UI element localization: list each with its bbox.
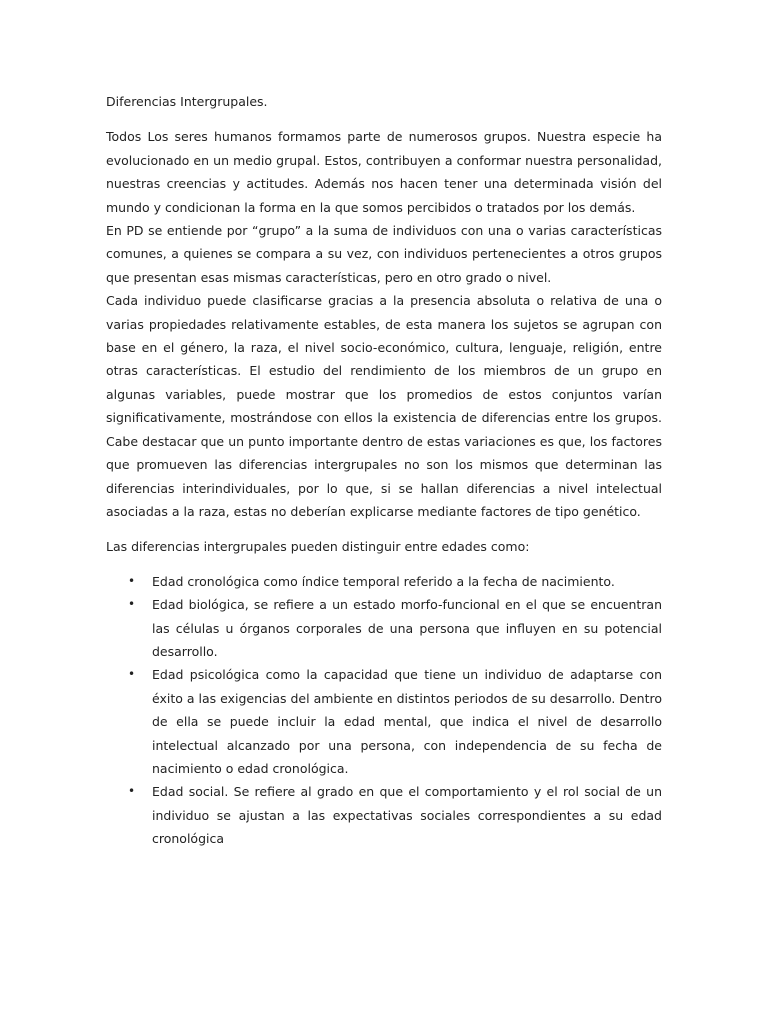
list-item-text: Edad psicológica como la capacidad que tiene un individuo de adaptarse con éxito a las exigencias del ambiente en distintos periodos de su desarrollo. Dentro de ella se puede incluir la edad mental, que indica el nivel de desarrollo intelectual alcanzado por una persona, con independencia de su fecha de nacimiento o edad cronológica. [152, 667, 662, 776]
bullet-icon: • [128, 667, 136, 682]
list-item-text: Edad cronológica como índice temporal referido a la fecha de nacimiento. [152, 573, 615, 589]
ages-list [106, 570, 662, 851]
document-title: Diferencias Intergrupales. [106, 94, 268, 109]
bullet-icon: • [128, 784, 136, 799]
list-intro: Las diferencias intergrupales pueden distinguir entre edades como: [106, 539, 530, 555]
paragraph-group-definition: En PD se entiende por “grupo” a la suma de individuos con una o varias características comunes, a quienes se compara a su vez, con individuos pertenecientes a otros grupos que presentan esas mismas características, pero en otro grado o nivel. [106, 223, 662, 285]
paragraph-groups: Todos Los seres humanos formamos parte de numerosos grupos. Nuestra especie ha evolucionado en un medio grupal. Estos, contribuyen a conformar nuestra personalidad, nuestras creencias y actitudes. Además nos hacen tener una determinada visión del mundo y condicionan la forma en la que somos percibidos o tratados por los demás. [106, 129, 662, 215]
list-item [106, 593, 662, 663]
list-item-text: Edad biológica, se refiere a un estado morfo-funcional en el que se encuentran las células u órganos corporales de una persona que influyen en su potencial desarrollo. [152, 597, 662, 659]
list-item [106, 570, 662, 593]
list-item-text: Edad social. Se refiere al grado en que el comportamiento y el rol social de un individuo se ajustan a las expectativas sociales correspondientes a su edad cronológica [152, 784, 662, 847]
paragraph-classification: Cada individuo puede clasificarse gracias a la presencia absoluta o relativa de una o varias propiedades relativamente estables, de esta manera los sujetos se agrupan con base en el género, la raza, el nivel socio-económico, cultura, lenguaje, religión, entre otras características. El estudio del rendimiento de los miembros de un grupo en algunas variables, puede mostrar que los promedios de estos conjuntos varían significativamente, mostrándose con ellos la existencia de diferencias entre los grupos. Cabe destacar que un punto importante dentro de estas variaciones es que, los factores que promueven las diferencias intergrupales no son los mismos que determinan las diferencias interindividuales, por lo que, si se hallan diferencias a nivel intelectual asociadas a la raza, estas no deberían explicarse mediante factores de tipo genético. [106, 293, 662, 519]
bullet-icon: • [128, 573, 136, 588]
bullet-icon: • [128, 597, 136, 612]
list-item [106, 663, 662, 780]
list-item [106, 780, 662, 850]
document-page [106, 90, 662, 851]
